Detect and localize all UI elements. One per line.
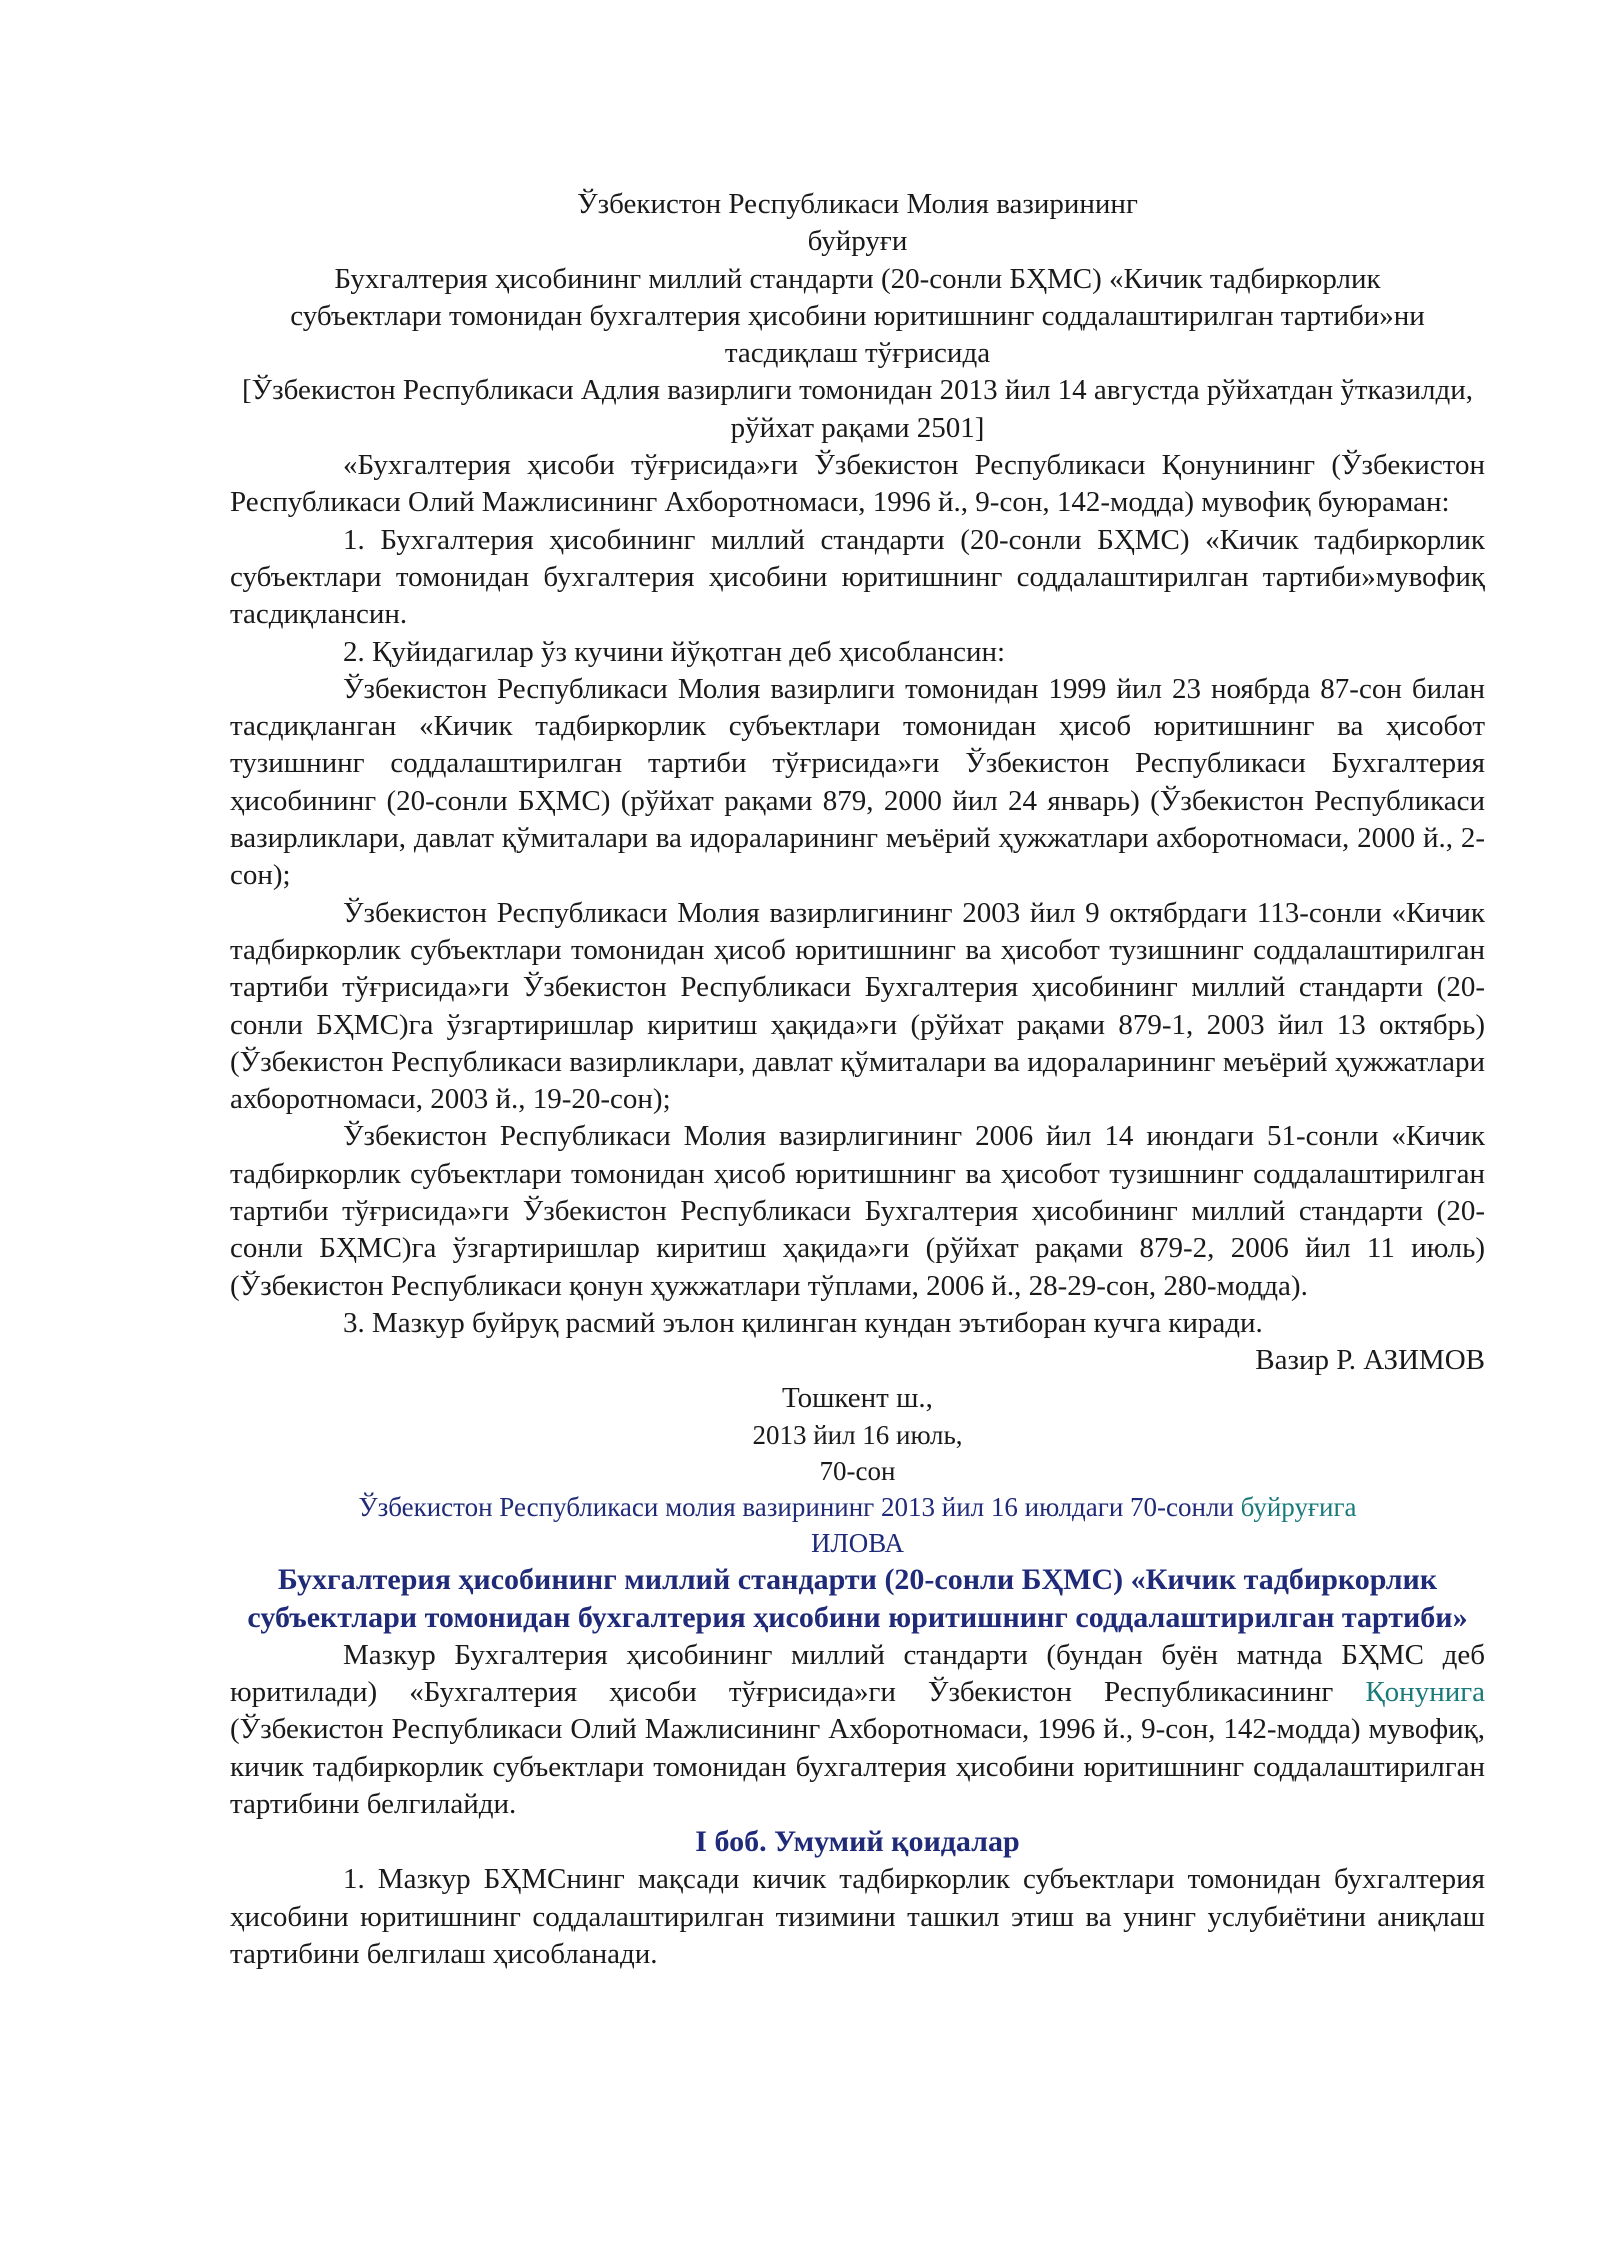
header-line-1: Ўзбекистон Республикаси Молия вазирининг	[577, 188, 1138, 220]
appendix-reference	[230, 1489, 1485, 1525]
signature-number: 70-сон	[819, 1455, 896, 1486]
appendix-intro-before: Мазкур Бухгалтерия ҳисобининг миллий стандарти (бундан буён матнда БҲМС деб юритилади) «Бухгалтерия ҳисоби тўғрисида»ги Ўзбекистон Республикасининг	[230, 1638, 1485, 1709]
header-title: Бухгалтерия ҳисобининг миллий стандарти (20-сонли БҲМС) «Кичик тадбиркорлик субъектлари томонидан бухгалтерия ҳисобини юритишнинг соддалаштирилган тартиби»ни тасдиқлаш тўғрисида	[290, 262, 1425, 370]
item-1: 1. Бухгалтерия ҳисобининг миллий стандарти (20-сонли БҲМС) «Кичик тадбиркорлик субъектлари томонидан бухгалтерия ҳисобини юритишнинг соддалаштирилган тартиби»мувофиқ тасдиқлансин.	[230, 523, 1485, 631]
law-link[interactable]: Қонунига	[1365, 1676, 1486, 1709]
appendix-intro-after: (Ўзбекистон Республикаси Олий Мажлисининг Ахборотномаси, 1996 й., 9-сон, 142-модда) мувофиқ, кичик тадбиркорлик субъектлари томонидан бухгалтерия ҳисобини юритишнинг соддалаштирилган тартибини белгилайди.	[230, 1713, 1485, 1820]
item-2b: Ўзбекистон Республикаси Молия вазирлигининг 2003 йил 9 октябрдаги 113-сонли «Кичик тадбиркорлик субъектлари томонидан ҳисоб юритишнинг ва ҳисобот тузишнинг соддалаштирилган тартиби тўғрисида»ги Ўзбекистон Республикаси Бухгалтерия ҳисобининг миллий стандарти (20-сонли БҲМС)га ўзгартиришлар киритиш ҳақида»ги (рўйхат рақами 879-1, 2003 йил 13 октябрь) (Ўзбекистон Республикаси вазирликлари, давлат қўмиталари ва идораларининг меъёрий ҳужжатлари ахборотномаси, 2003 й., 19-20-сон);	[230, 896, 1485, 1116]
order-header	[230, 186, 1485, 447]
item-2a: Ўзбекистон Республикаси Молия вазирлиги томонидан 1999 йил 23 ноябрда 87-сон билан тасдиқланган «Кичик тадбиркорлик субъектлари томонидан ҳисоб юритишнинг ва ҳисобот тузишнинг соддалаштирилган тартиби тўғрисида»ги Ўзбекистон Республикаси Бухгалтерия ҳисобининг (20-сонли БҲМС) (рўйхат рақами 879, 2000 йил 24 январь) (Ўзбекистон Республикаси вазирликлари, давлат қўмиталари ва идораларининг меъёрий ҳужжатлари ахборотномаси, 2000 й., 2-сон);	[230, 672, 1485, 892]
chapter-heading: I боб. Умумий қоидалар	[695, 1825, 1020, 1859]
order-link[interactable]: буйруғига	[1240, 1491, 1357, 1522]
minister-signature: Вазир Р. АЗИМОВ	[1255, 1344, 1485, 1377]
appendix-label: ИЛОВА	[810, 1527, 905, 1558]
intro-paragraph: «Бухгалтерия ҳисоби тўғрисида»ги Ўзбекистон Республикаси Қонунининг (Ўзбекистон Республикаси Олий Мажлисининг Ахборотномаси, 1996 й., 9-сон, 142-модда) мувофиқ буюраман:	[230, 449, 1485, 519]
appendix-paragraph-1: 1. Мазкур БҲМСнинг мақсади кичик тадбиркорлик субъектлари томонидан бухгалтерия ҳисобини юритишнинг соддалаштирилган тизимини ташкил этиш ва унинг услубиётини аниқлаш тартибини белгилаш ҳисобланади.	[230, 1863, 1485, 1970]
item-2c: Ўзбекистон Республикаси Молия вазирлигининг 2006 йил 14 июндаги 51-сонли «Кичик тадбиркорлик субъектлари томонидан ҳисоб юритишнинг ва ҳисобот тузишнинг соддалаштирилган тартиби тўғрисида»ги Ўзбекистон Республикаси Бухгалтерия ҳисобининг миллий стандарти (20-сонли БҲМС)га ўзгартиришлар киритиш ҳақида»ги (рўйхат рақами 879-2, 2006 йил 11 июль) (Ўзбекистон Республикаси қонун ҳужжатлари тўплами, 2006 й., 28-29-сон, 280-модда).	[230, 1120, 1485, 1302]
appendix-reference-text: Ўзбекистон Республикаси молия вазирининг 2013 йил 16 июлдаги 70-сонли	[358, 1491, 1234, 1522]
appendix-intro	[230, 1637, 1485, 1823]
header-line-2: буйруғи	[807, 225, 908, 258]
signature-city: Тошкент ш.,	[782, 1381, 933, 1414]
document-page	[230, 186, 1485, 1973]
signature-date: 2013 йил 16 июль,	[752, 1419, 963, 1450]
item-2: 2. Қуйидагилар ўз кучини йўқотган деб ҳисоблансин:	[343, 635, 1006, 668]
registration-note: [Ўзбекистон Республикаси Адлия вазирлиги томонидан 2013 йил 14 августда рўйхатдан ўтказилди, рўйхат рақами 2501]	[241, 374, 1474, 444]
appendix-title: Бухгалтерия ҳисобининг миллий стандарти (20-сонли БҲМС) «Кичик тадбиркорлик субъектлари томонидан бухгалтерия ҳисобини юритишнинг соддалаштирилган тартиби»	[247, 1562, 1468, 1634]
item-3: 3. Мазкур буйруқ расмий эълон қилинган кундан эътиборан кучга киради.	[343, 1306, 1263, 1339]
